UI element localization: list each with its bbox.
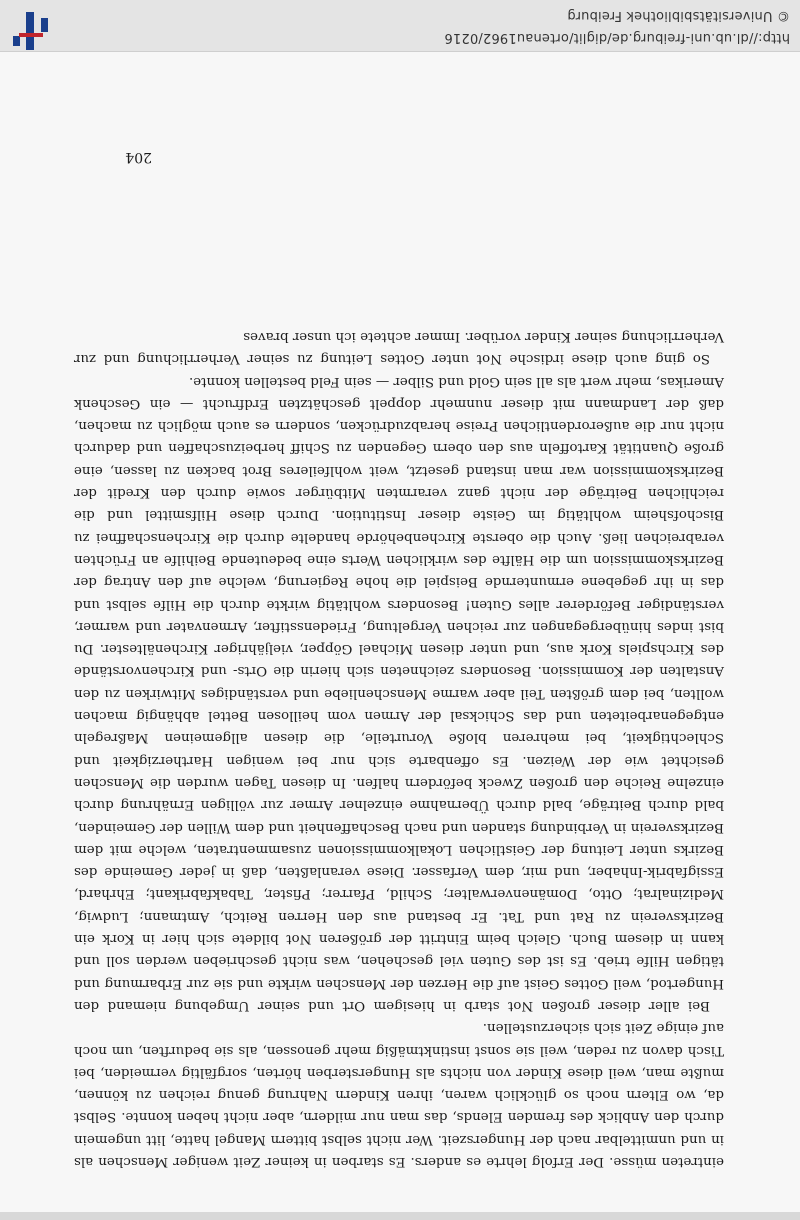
library-footer-bar xyxy=(0,0,800,52)
page-body-text xyxy=(74,325,724,1172)
ub-freiburg-logo-icon xyxy=(8,8,56,54)
footer-url-link[interactable]: http://dl.ub.uni-freiburg.de/diglit/ortenau1962/0216 xyxy=(444,30,790,45)
paragraph-1: eintreten müsse. Der Erfolg lehrte es anders. Es starben in keiner Zeit weniger Menschen als in und unmittelbar nach der Hungerszeit. Wer nicht selbst bittern Mangel hatte, litt ungemein durch den Anblick des fremden Elends, das man nur mildern, aber nicht heben konnte. Selbst da, wo Eltern noch so glücklich waren, ihren Kindern Nahrung genug reichen zu können, mußte man, weil diese Kinder von nichts als Hungersterben hörten, sorgfältig vermeiden, bei Tisch davon zu reden, weil sie sonst instinktmäßig mehr genossen, als sie bedurften, um noch auf einige Zeit sich sicherzustellen. xyxy=(74,1020,724,1169)
paragraph-3: So ging auch diese irdische Not unter Gottes Leitung zu seiner Verherrlichung und zur Verherrlichung seiner Kinder vorüber. Immer achtete ich unser braves xyxy=(74,329,724,367)
page-edge-strip xyxy=(0,1212,800,1220)
page-number: 204 xyxy=(125,149,152,165)
footer-copyright: © Universitätsbibliothek Freiburg xyxy=(567,8,790,23)
paragraph-2: Bei aller dieser großen Not starb in hiesigem Ort und seiner Umgebung niemand den Hungertod, weil Gottes Geist auf die Herzen der Menschen wirkte und sie zur Erbarmung und tätigen Hilfe trieb. Es ist des Guten viel geschehen, was nicht geschrieben werden soll und kann in diesem Buch. Gleich beim Eintritt der größeren Not bildete sich hier in Kork ein Bezirksverein zu Rat und Tat. Er bestand aus den Herren Reitch, Amtmann; Ludwig, Medizinalrat; Otto, Domänenverwalter; Schild, Pfarrer; Pfister, Tabakfabrikant; Ehrhard, Essigfabrik-Inhaber, und mir, dem Verfasser. Diese veranlaßten, daß in jeder Gemeinde des Bezirks unter Leitung der Geistlichen Lokalkommissionen zusammentraten, welche mit dem Bezirksverein in Verbindung standen und nach Beschaffenheit und dem Willen der Gemeinden, bald durch Beiträge, bald durch Übernahme einzelner Armer zur völligen Ernährung durch einzelne Reiche den großen Zweck befördern halfen. In diesen Tagen wurden die Menschen gesichtet wie der Weizen. Es offenbarte sich nur bei wenigen Hartherzigkeit und Schlechtigkeit, bei mehreren bloße Vorurteile, die diesen allgemeinen Maßregeln entgegenarbeiteten und das Schicksal der Armen vom heillosen Bettel abhängig machen wollten, bei dem größten Teil aber warme Menschenliebe und verständiges Mitwirken zu den Anstalten der Kommission. Besonders zeichneten sich hierin die Orts- und Kirchenvorstände des Kirchspiels Kork aus, und unter diesen Michael Göpper, vieljähriger Kirchenältester. Du bist indes hinübergegangen zur reichen Vergeltung, Friedensstifter, Armenvater und warmer, verständiger Beförderer alles Guten! Besonders wohltätig wirkte durch die Hilfe selbst und das in ihr gegebene ermunternde Beispiel die hohe Regierung, welche auf den Antrag der Bezirkskommission um die Hälfte des wirklichen Werts eine bedeutende Beihilfe an Früchten verabreichen ließ. Auch die oberste Kirchenbehörde handelte durch die Kirchenschaffnei zu Bischofsheim wohltätig im Geiste dieser Institution. Durch diese Hilfsmittel und die reichlichen Beiträge der nicht ganz verarmten Mitbürger sowie durch den Kredit der Bezirkskommission war man instand gesetzt, weit wohlfeileres Brot backen zu lassen, eine große Quantität Kartoffeln aus den obern Gegenden zu Schiff herbeizuschaffen und dadurch nicht nur die außerordentlichen Preise herabzudrücken, sondern es auch möglich zu machen, daß der Landmann mit dieser nunmehr doppelt geschätzten Erdfrucht — ein Geschenk Amerikas, mehr wert als all sein Gold und Silber — sein Feld bestellen konnte. xyxy=(74,373,724,1013)
